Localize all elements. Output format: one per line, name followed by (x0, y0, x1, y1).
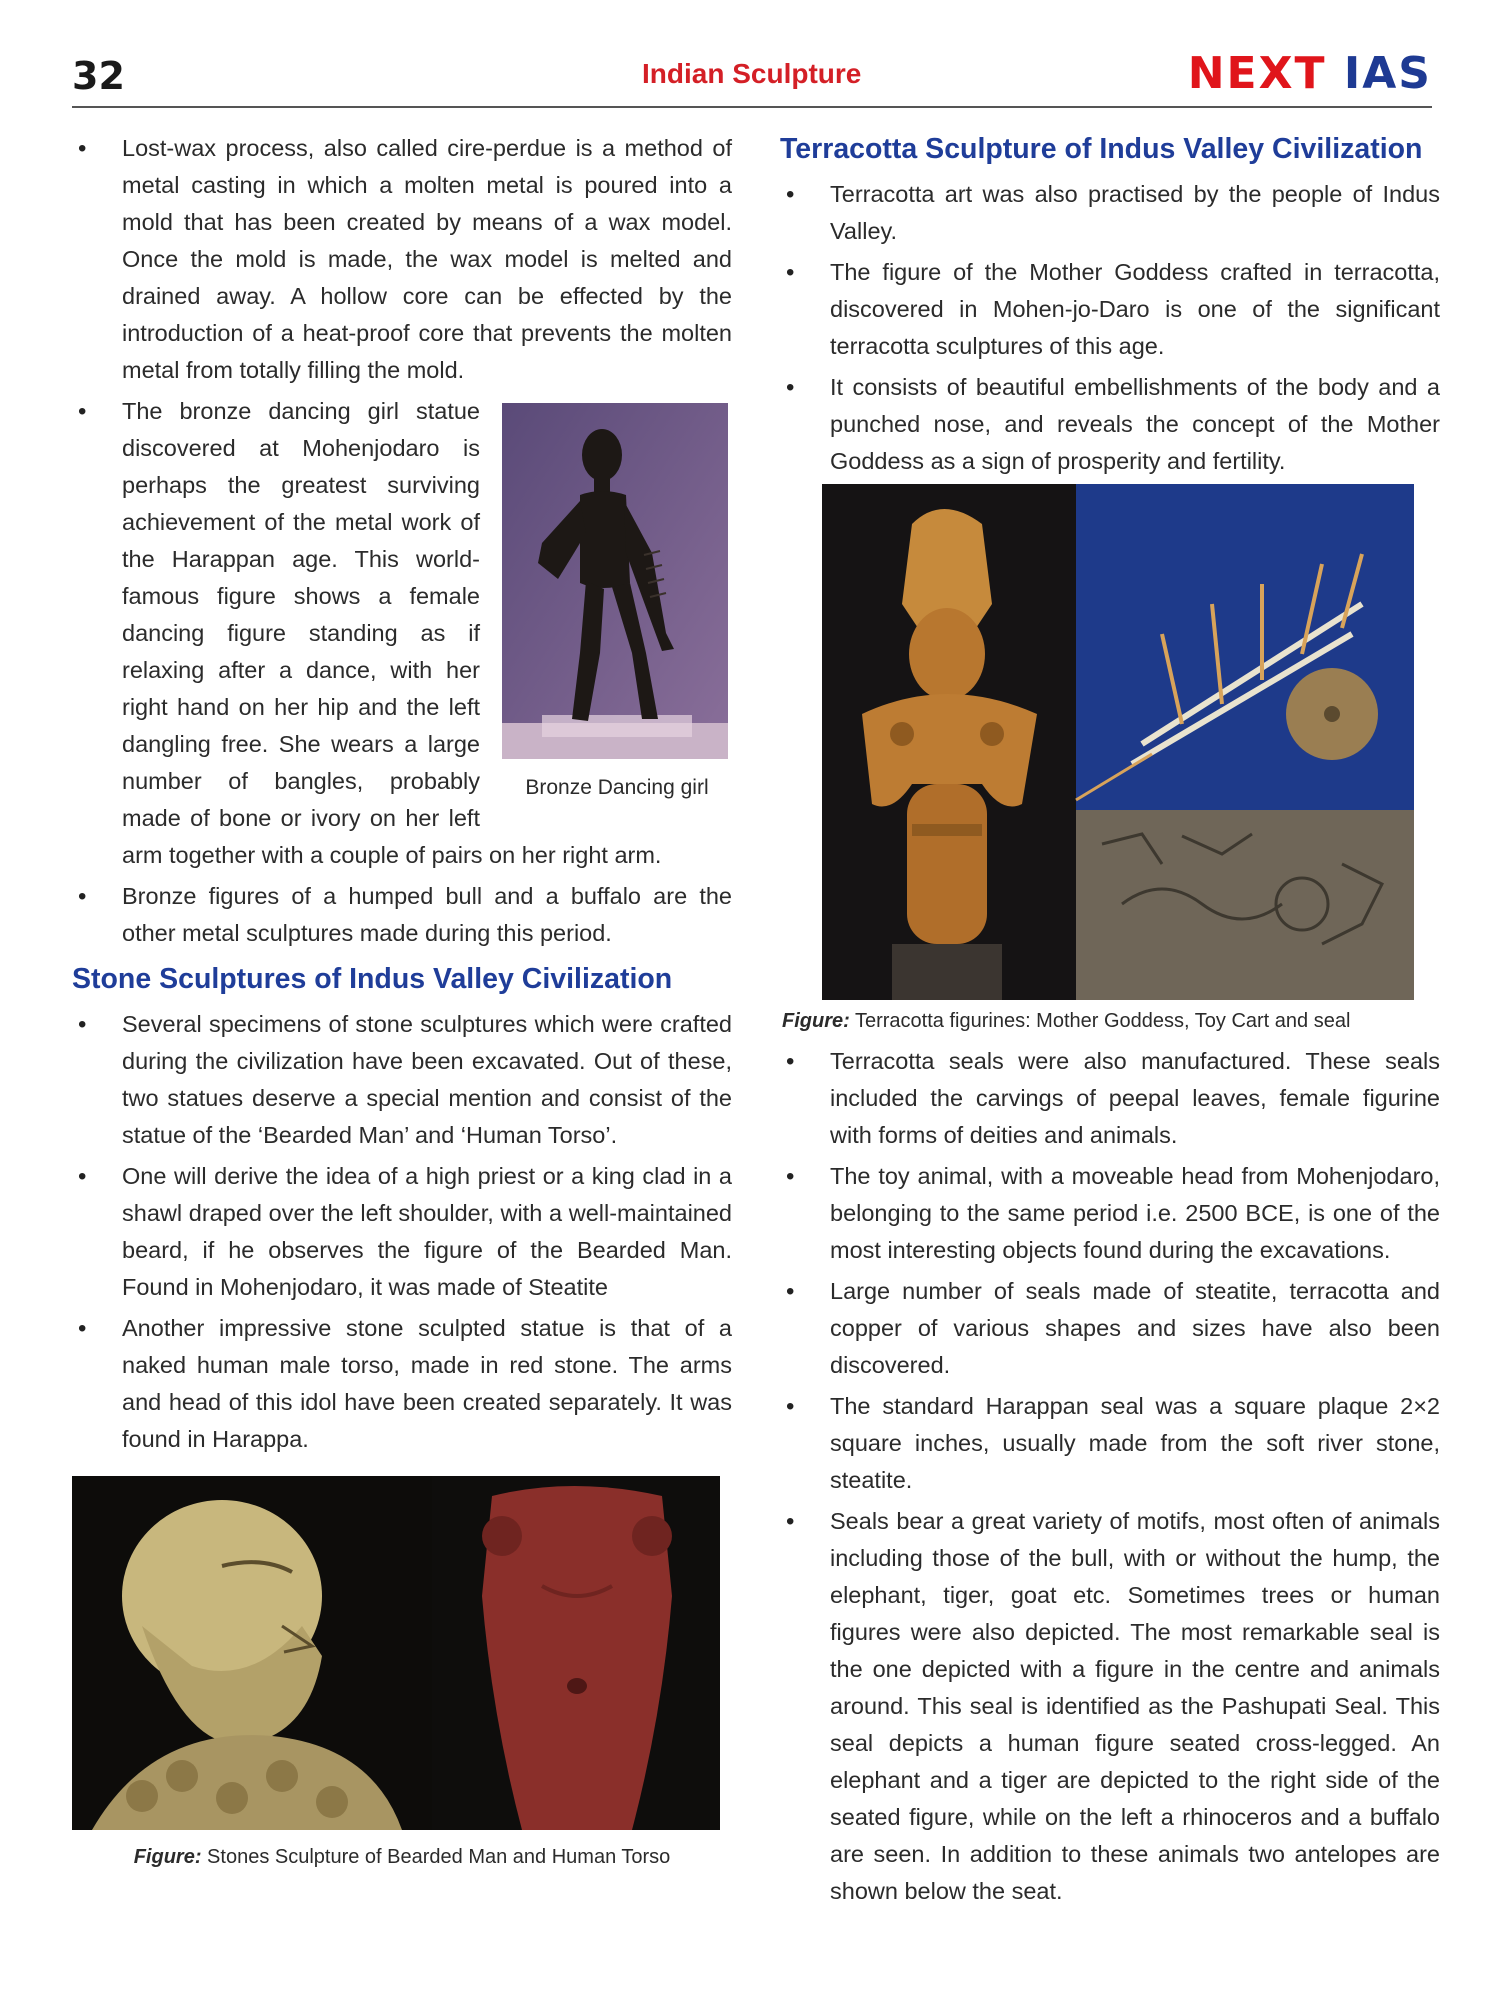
brand-logo (1188, 48, 1432, 99)
terracotta-figurines-image (822, 484, 1414, 1000)
terracotta-heading: Terracotta Sculpture of Indus Valley Civilization (780, 133, 1423, 165)
stone-figure (72, 1476, 732, 1869)
header-divider (72, 106, 1432, 108)
seal-bullet-5: • Seals bear a great variety of motifs, most often of animals including those of the bull, with or without the hump, the elephant, tiger, goat etc. Sometimes trees or human figures were also depicted. The most remarkable seal is the one depicted with a figure in the centre and animals around. This seal is identified as the Pashupati Seal. This seal depicts a human figure seated cross-legged. An elephant and a tiger are depicted to the right side of the seated figure, while on the left a rhinoceros and a buffalo are seen. In addition to these animals two antelopes are shown below the seat. (780, 1503, 1440, 1910)
terracotta-bullet-3: • It consists of beautiful embellishments of the body and a punched nose, and reveals the concept of the Mother Goddess as a sign of prosperity and fertility. (780, 369, 1440, 480)
seal-bullet-4: • The standard Harappan seal was a square plaque 2×2 square inches, usually made from the soft river stone, steatite. (780, 1388, 1440, 1499)
terracotta-figure-label: Figure: (782, 1010, 850, 1032)
bronze-dancing-girl-image (502, 403, 728, 759)
page-header (72, 48, 1432, 108)
terracotta-figure-caption (782, 1010, 1440, 1033)
bullet-lost-wax: • Lost-wax process, also called cire-perdue is a method of metal casting in which a molten metal is poured into a mold that has been created by means of a wax model. Once the mold is made, the wax model is melted and drained away. A hollow core can be effected by the introduction of a heat-proof core that prevents the molten metal from totally filling the mold. (72, 130, 732, 389)
seal-bullet-1: • Terracotta seals were also manufactured. These seals included the carvings of peepal leaves, female figurine with forms of deities and animals. (780, 1043, 1440, 1154)
brand-next: NEXT (1187, 48, 1327, 99)
terracotta-bullets (780, 176, 1440, 480)
stone-bullets (72, 1006, 732, 1458)
page-number: 32 (72, 54, 125, 98)
stone-figure-caption (72, 1846, 732, 1869)
right-column (780, 130, 1440, 1914)
dancing-girl-caption: • Bronze Dancing girl (525, 776, 709, 799)
terracotta-figure (780, 484, 1440, 1033)
terracotta-figure-caption-text: Terracotta figurines: Mother Goddess, Toy Cart and seal (854, 1010, 1351, 1032)
metal-bullets (72, 130, 732, 952)
seal-bullet-2: • The toy animal, with a moveable head from Mohenjodaro, belonging to the same period i.e. 2500 BCE, is one of the most interesting objects found during the excavations. (780, 1158, 1440, 1269)
bearded-man-and-torso-image (72, 1476, 720, 1830)
running-title: Indian Sculpture (642, 58, 862, 89)
stone-heading: Stone Sculptures of Indus Valley Civilization (72, 963, 673, 995)
stone-bullet-1: • Several specimens of stone sculptures which were crafted during the civilization have been excavated. Out of these, two statues deserve a special mention and consist of the statue of the ‘Bearded Man’ and ‘Human Torso’. (72, 1006, 732, 1154)
seal-bullets (780, 1043, 1440, 1910)
seal-bullet-3: • Large number of seals made of steatite, terracotta and copper of various shapes and sizes have also been discovered. (780, 1273, 1440, 1384)
bullet-dancing-girl (72, 393, 732, 874)
bullet-bronze-figures: • Bronze figures of a humped bull and a buffalo are the other metal sculptures made during this period. (72, 878, 732, 952)
left-column (72, 130, 732, 1869)
stone-figure-label: Figure: (133, 1846, 202, 1868)
stone-figure-caption-text: Stones Sculpture of Bearded Man and Human Torso (207, 1846, 671, 1868)
stone-bullet-2: • One will derive the idea of a high priest or a king clad in a shawl draped over the left shoulder, with a well-maintained beard, if he observes the figure of the Bearded Man. Found in Mohenjodaro, it was made of Steatite (72, 1158, 732, 1306)
brand-ias: IAS (1343, 48, 1432, 99)
dancing-girl-figure (502, 403, 732, 806)
terracotta-bullet-1: • Terracotta art was also practised by the people of Indus Valley. (780, 176, 1440, 250)
dancing-girl-text: The bronze dancing girl statue discovered at Mohenjodaro is perhaps the greatest surviving achievement of the metal work of the Harappan age. This world-famous figure shows a female dancing figure standing as if relaxing after a dance, with her right hand on her hip and the left dangling free. She wears a large number of bangles, probably made of bone or ivory on her left arm together with a couple of pairs on her right arm. (122, 398, 662, 868)
terracotta-bullet-2: • The figure of the Mother Goddess crafted in terracotta, discovered in Mohen-jo-Daro is one of the significant terracotta sculptures of this age. (780, 254, 1440, 365)
stone-bullet-3: • Another impressive stone sculpted statue is that of a naked human male torso, made in red stone. The arms and head of this idol have been created separately. It was found in Harappa. (72, 1310, 732, 1458)
